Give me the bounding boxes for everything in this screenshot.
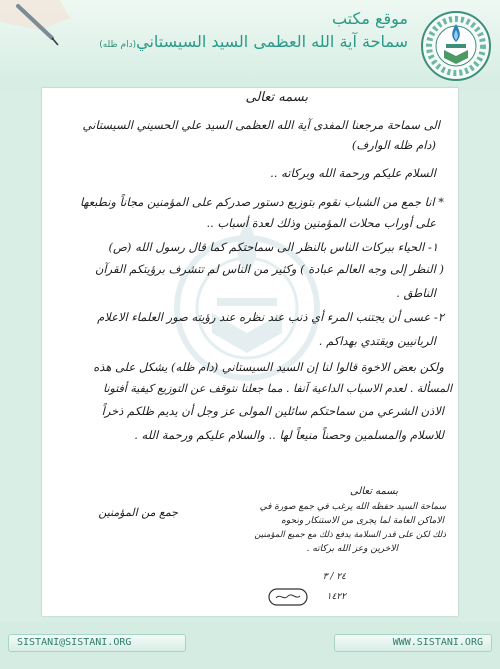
reply-line: سماحة السيد حفظه الله يرغب في جمع صورة في xyxy=(259,502,446,512)
email-link[interactable]: SISTANI@SISTANI.ORG xyxy=(8,634,186,652)
letter-line: السلام عليكم ورحمة الله وبركاته .. xyxy=(270,166,436,180)
letter-line: الى سماحة مرجعنا المفدى آية الله العظمى السيد علي الحسيني السيستاني xyxy=(82,118,440,132)
letter-line: على أوراب محلات المؤمنين وذلك لعدة أسباب .. xyxy=(206,216,436,230)
sistani-logo-icon xyxy=(418,8,494,84)
reply-line: ذلك لكن على قدر السلامة يدفع ذلك مع جميع المؤمنين xyxy=(254,530,446,540)
honorific: (دام ظله) xyxy=(99,40,137,50)
office-stamp-icon xyxy=(268,588,308,606)
site-title xyxy=(95,8,408,57)
reply-line: الاخرين وعز الله بركاته . xyxy=(306,544,398,554)
signature-left: جمع من المؤمنين xyxy=(98,506,178,519)
reply-year: ١٤٢٢ xyxy=(326,592,346,602)
letter-line: ولكن بعض الاخوة قالوا لنا إن السيد السيستاني (دام ظله) يشكل على هذه xyxy=(93,360,444,374)
office-title xyxy=(95,30,408,57)
website-link[interactable]: WWW.SISTANI.ORG xyxy=(334,634,492,652)
reply-date: ٢٤ / ٣ xyxy=(322,572,346,582)
letter-line: * انا جمع من الشباب نقوم بتوزيع دستور صدركم على المؤمنين مجاناً ونطبعها xyxy=(79,195,444,209)
letter-line: الاذن الشرعي من سماحتكم سائلين المولى عز وجل أن يديم ظلكم ذخراً xyxy=(101,404,444,418)
letter-line: المسألة . لعدم الاسباب الداعية آنفا . مما جعلنا نتوقف عن التوزيع كيفية أفتونا xyxy=(103,382,452,395)
letter-line: ( النظر إلى وجه العالم عبادة ) وكثير من الناس لم تتشرف برؤيتكم القرآن xyxy=(94,262,444,276)
letter-line: الناطق . xyxy=(396,286,436,300)
reply-line: الاماكن العامة لما يجرى من الاستنكار ونحوه xyxy=(281,516,444,526)
site-label: موقع مكتب xyxy=(331,9,408,28)
letter-line: ١- الحياء ببركات الناس بالنظر الى سماحتكم كما قال رسول الله (ص) xyxy=(108,240,438,254)
pen-hand-icon xyxy=(0,0,110,60)
letter-line: (دام ظله الوارف) xyxy=(351,138,436,152)
page-footer xyxy=(0,622,500,669)
letter-line: للاسلام والمسلمين وحصناً منيعاً لها .. والسلام عليكم ورحمة الله . xyxy=(134,428,444,442)
page-header xyxy=(0,0,500,90)
reply-heading: بسمه تعالى xyxy=(349,486,398,497)
letter-document xyxy=(42,88,458,616)
letter-line: الربانيين ويقتدي بهداكم . xyxy=(318,334,436,348)
office-title-text: سماحة آية الله العظمى السيد السيستاني xyxy=(136,32,408,51)
letter-line: ٢- عسى أن يجتنب المرء أي ذنب عند نظره عند رؤيته صور العلماء الاعلام xyxy=(97,310,444,324)
basmala: بسمه تعالى xyxy=(245,90,308,105)
